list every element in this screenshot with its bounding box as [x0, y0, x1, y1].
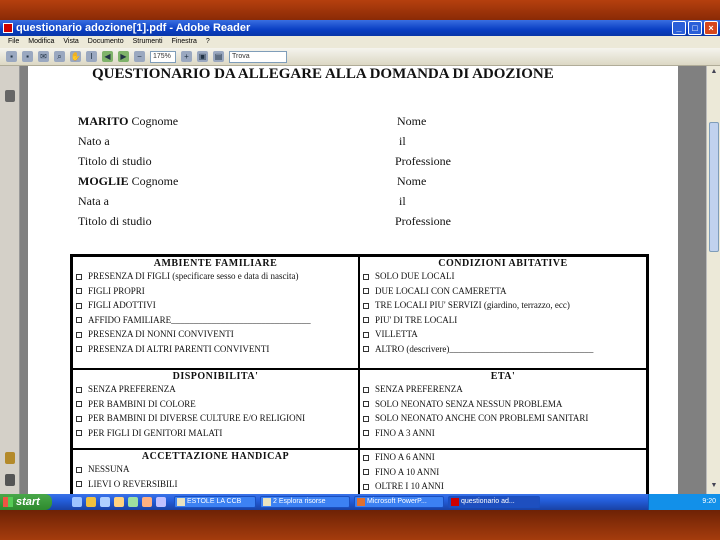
- title-bar[interactable]: [0, 20, 720, 36]
- age-section-header: ETA': [490, 371, 516, 382]
- zoom-out-icon[interactable]: −: [134, 51, 145, 62]
- checkbox-icon: [76, 430, 82, 436]
- husband-profession-label: Professione: [395, 154, 451, 168]
- find-field[interactable]: Trova: [229, 51, 287, 63]
- zoom-in-icon[interactable]: +: [181, 51, 192, 62]
- maximize-button[interactable]: □: [688, 21, 702, 35]
- checkbox-option[interactable]: NESSUNA: [73, 462, 358, 477]
- zoom-field[interactable]: 175%: [150, 51, 176, 63]
- ie-quicklaunch-icon[interactable]: [72, 497, 82, 507]
- housing-section: [360, 257, 646, 370]
- family-section: [73, 257, 360, 370]
- slide-frame-bottom: [0, 510, 720, 540]
- husband-name-label: Nome: [397, 114, 427, 128]
- adobe-reader-icon: [3, 23, 13, 33]
- checkbox-icon: [76, 416, 82, 422]
- availability-section-header: DISPONIBILITA': [172, 371, 259, 382]
- checkbox-option[interactable]: PRESENZA DI FIGLI (specificare sesso e data di nascita): [73, 269, 358, 284]
- checkbox-icon: [76, 274, 82, 280]
- age-more-section: [360, 450, 646, 494]
- wife-birthdate-label: il: [399, 194, 406, 208]
- bookmarks-panel-icon[interactable]: [5, 452, 15, 464]
- checkbox-icon: [76, 288, 82, 294]
- checkbox-icon: [363, 346, 369, 352]
- select-tool-icon[interactable]: I: [86, 51, 97, 62]
- wife-surname-label: MOGLIE Cognome: [78, 174, 179, 188]
- checkbox-option[interactable]: AFFIDO FAMILIARE_______________________________: [73, 313, 358, 328]
- taskbar-item-active[interactable]: questionario ad...: [448, 496, 540, 508]
- checkbox-icon: [76, 317, 82, 323]
- wife-birthplace-label: Nata a: [78, 194, 109, 208]
- taskbar: [0, 494, 720, 510]
- pages-panel-icon[interactable]: [5, 90, 15, 102]
- menu-document[interactable]: Documento: [87, 38, 124, 45]
- scroll-down-icon[interactable]: ▼: [710, 482, 718, 489]
- checkbox-icon: [363, 274, 369, 280]
- checkbox-option[interactable]: FINO A 10 ANNI: [360, 465, 646, 480]
- checkbox-icon: [363, 469, 369, 475]
- husband-birthdate-label: il: [399, 134, 406, 148]
- fit-width-icon[interactable]: ▤: [214, 52, 223, 61]
- checkbox-option[interactable]: TRE LOCALI PIU' SERVIZI (giardino, terrazzo, ecc): [360, 298, 646, 313]
- window-title: questionario adozione[1].pdf - Adobe Reader: [16, 22, 251, 34]
- checkbox-icon: [76, 346, 82, 352]
- wife-name-label: Nome: [397, 174, 427, 188]
- questionnaire-table: [70, 254, 649, 494]
- menu-edit[interactable]: Modifica: [28, 38, 55, 45]
- print-icon[interactable]: ▪: [22, 51, 33, 62]
- checkbox-option[interactable]: LIEVI O REVERSIBILI: [73, 477, 358, 492]
- checkbox-icon: [363, 332, 369, 338]
- scrollbar-thumb[interactable]: [709, 122, 719, 252]
- checkbox-option[interactable]: SENZA PREFERENZA: [73, 382, 358, 397]
- start-button[interactable]: start: [0, 494, 52, 510]
- handicap-section: [73, 450, 360, 494]
- wife-education-label: Titolo di studio: [78, 214, 152, 228]
- menu-tools[interactable]: Strumenti: [132, 38, 163, 45]
- document-title: QUESTIONARIO DA ALLEGARE ALLA DOMANDA DI ADOZIONE: [92, 66, 554, 82]
- checkbox-icon: [76, 303, 82, 309]
- housing-section-header: CONDIZIONI ABITATIVE: [438, 258, 568, 269]
- checkbox-option[interactable]: OLTRE I 10 ANNI: [360, 479, 646, 494]
- adobe-reader-icon: [451, 498, 459, 506]
- checkbox-option[interactable]: PER BAMBINI DI COLORE: [73, 397, 358, 412]
- folder-quicklaunch-icon[interactable]: [86, 497, 96, 507]
- checkbox-option[interactable]: DUE LOCALI CON CAMERETTA: [360, 284, 646, 299]
- checkbox-icon: [363, 430, 369, 436]
- handicap-section-header: ACCETTAZIONE HANDICAP: [141, 451, 290, 462]
- checkbox-option[interactable]: VILLETTA: [360, 327, 646, 342]
- husband-education-label: Titolo di studio: [78, 154, 152, 168]
- app-quicklaunch-icon-3[interactable]: [156, 497, 166, 507]
- close-button[interactable]: ×: [704, 21, 718, 35]
- next-page-icon[interactable]: ▶: [118, 51, 129, 62]
- checkbox-option[interactable]: FIGLI ADOTTIVI: [73, 298, 358, 313]
- toolbar: [0, 48, 720, 66]
- media-quicklaunch-icon[interactable]: [114, 497, 124, 507]
- checkbox-icon: [76, 481, 82, 487]
- fit-page-icon[interactable]: ▣: [198, 52, 207, 61]
- checkbox-icon: [363, 288, 369, 294]
- menu-bar: [0, 36, 720, 48]
- checkbox-icon: [363, 455, 369, 461]
- email-icon[interactable]: ✉: [38, 51, 49, 62]
- checkbox-icon: [363, 416, 369, 422]
- checkbox-option[interactable]: PRESENZA DI ALTRI PARENTI CONVIVENTI: [73, 342, 358, 357]
- hand-tool-icon[interactable]: ✋: [70, 52, 81, 61]
- age-section: [360, 370, 646, 450]
- taskbar-item[interactable]: 2 Esplora risorse: [260, 496, 350, 508]
- vertical-scrollbar[interactable]: [706, 66, 720, 494]
- folder-icon: [177, 498, 185, 506]
- attachments-panel-icon[interactable]: [5, 474, 15, 486]
- taskbar-item[interactable]: ESTOLE LA CCB: [174, 496, 256, 508]
- system-tray: [648, 494, 720, 510]
- checkbox-option[interactable]: FIGLI PROPRI: [73, 284, 358, 299]
- minimize-button[interactable]: _: [672, 21, 686, 35]
- husband-birthplace-label: Nato a: [78, 134, 110, 148]
- scroll-up-icon[interactable]: ▲: [710, 68, 718, 75]
- powerpoint-icon: [357, 498, 365, 506]
- checkbox-icon: [76, 387, 82, 393]
- availability-section: [73, 370, 360, 450]
- navigation-pane: [0, 66, 20, 494]
- family-section-header: AMBIENTE FAMILIARE: [153, 258, 278, 269]
- search-icon[interactable]: ⌕: [54, 51, 65, 62]
- checkbox-option[interactable]: ALTRO (descrivere)________________________________: [360, 342, 646, 357]
- desktop-quicklaunch-icon[interactable]: [100, 497, 110, 507]
- wife-profession-label: Professione: [395, 214, 451, 228]
- menu-view[interactable]: Vista: [63, 38, 79, 45]
- checkbox-option[interactable]: SOLO NEONATO ANCHE CON PROBLEMI SANITARI: [360, 411, 646, 426]
- previous-page-icon[interactable]: ◀: [102, 51, 113, 62]
- checkbox-icon: [76, 332, 82, 338]
- checkbox-option[interactable]: FINO A 6 ANNI: [360, 450, 646, 465]
- taskbar-item[interactable]: Microsoft PowerP...: [354, 496, 444, 508]
- save-icon[interactable]: ▪: [6, 51, 17, 62]
- checkbox-option[interactable]: FINO A 3 ANNI: [360, 426, 646, 441]
- explorer-icon: [263, 498, 271, 506]
- menu-file[interactable]: File: [8, 38, 20, 45]
- checkbox-icon: [363, 303, 369, 309]
- checkbox-icon: [363, 484, 369, 490]
- husband-surname-label: MARITO Cognome: [78, 114, 179, 128]
- app-quicklaunch-icon[interactable]: [128, 497, 138, 507]
- checkbox-icon: [363, 401, 369, 407]
- checkbox-icon: [363, 387, 369, 393]
- checkbox-option[interactable]: PRESENZA DI NONNI CONVIVENTI: [73, 327, 358, 342]
- adobe-reader-window: [0, 20, 720, 494]
- checkbox-icon: [363, 317, 369, 323]
- checkbox-option[interactable]: SOLO DUE LOCALI: [360, 269, 646, 284]
- checkbox-icon: [76, 401, 82, 407]
- checkbox-option[interactable]: PER FIGLI DI GENITORI MALATI: [73, 426, 358, 441]
- checkbox-icon: [76, 467, 82, 473]
- checkbox-option[interactable]: PER BAMBINI DI DIVERSE CULTURE E/O RELIGIONI: [73, 411, 358, 426]
- app-quicklaunch-icon-2[interactable]: [142, 497, 152, 507]
- clock: 9:20: [702, 498, 716, 505]
- checkbox-option[interactable]: PIU' DI TRE LOCALI: [360, 313, 646, 328]
- checkbox-option[interactable]: SOLO NEONATO SENZA NESSUN PROBLEMA: [360, 397, 646, 412]
- windows-flag-icon: [3, 497, 13, 507]
- menu-window[interactable]: Finestra: [171, 38, 197, 45]
- checkbox-option[interactable]: SENZA PREFERENZA: [360, 382, 646, 397]
- pdf-page: [28, 66, 678, 494]
- menu-help[interactable]: ?: [205, 38, 210, 45]
